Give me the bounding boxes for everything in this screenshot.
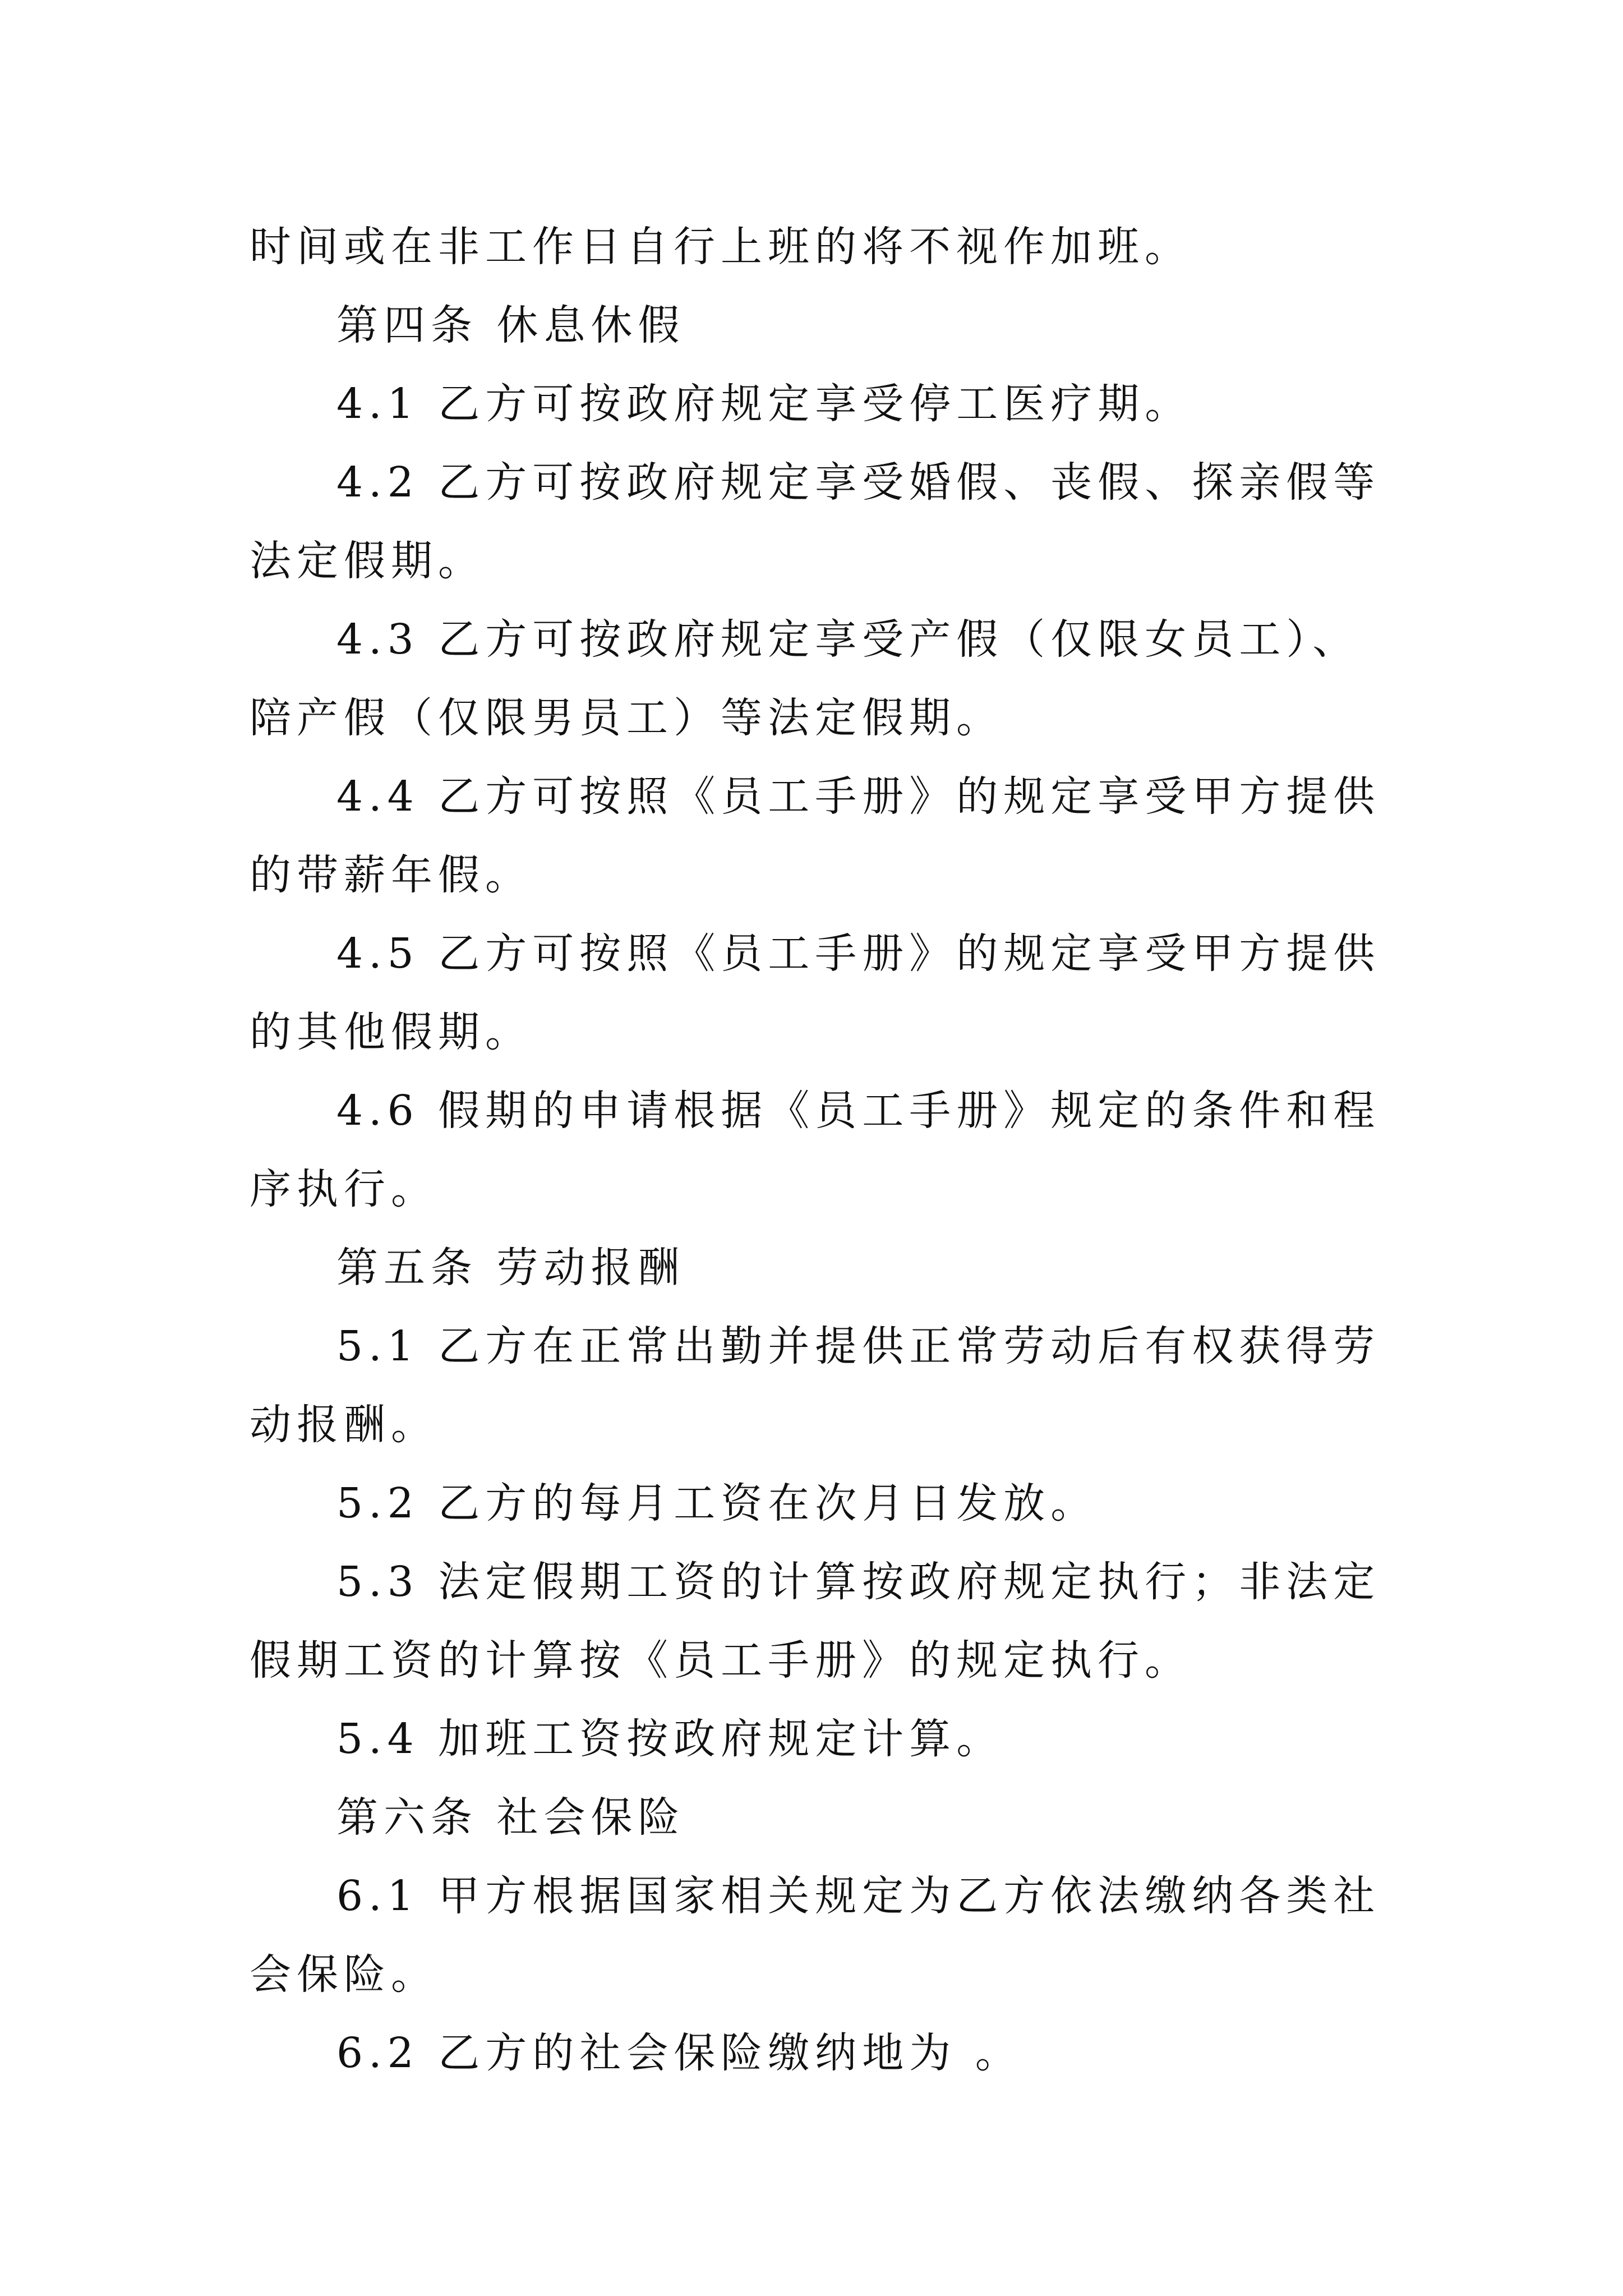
clause-4-2: 4.2 乙方可按政府规定享受婚假、丧假、探亲假等法定假期。 — [250, 458, 1381, 585]
clause-5-1: 5.1 乙方在正常出勤并提供正常劳动后有权获得劳动报酬。 — [250, 1322, 1381, 1449]
clause-5-4: 5.4 加班工资按政府规定计算。 — [336, 1715, 1004, 1763]
article-4-heading: 第四条 休息休假 — [336, 301, 685, 349]
clause-5-2: 5.2 乙方的每月工资在次月日发放。 — [336, 1479, 1098, 1527]
clause-5-3: 5.3 法定假期工资的计算按政府规定执行；非法定假期工资的计算按《员工手册》的规定执行。 — [250, 1558, 1381, 1685]
paragraph-continuation: 时间或在非工作日自行上班的将不视作加班。 — [250, 223, 1192, 271]
article-5-heading: 第五条 劳动报酬 — [336, 1244, 685, 1292]
document-body — [250, 208, 1394, 2092]
article-6-heading: 第六条 社会保险 — [336, 1793, 685, 1842]
clause-4-6: 4.6 假期的申请根据《员工手册》规定的条件和程序执行。 — [250, 1087, 1381, 1213]
clause-6-2: 6.2 乙方的社会保险缴纳地为 。 — [336, 2029, 1022, 2077]
clause-4-1: 4.1 乙方可按政府规定享受停工医疗期。 — [336, 380, 1192, 428]
clause-4-5: 4.5 乙方可按照《员工手册》的规定享受甲方提供的其他假期。 — [250, 930, 1381, 1056]
clause-6-1: 6.1 甲方根据国家相关规定为乙方依法缴纳各类社会保险。 — [250, 1872, 1381, 1999]
clause-4-4: 4.4 乙方可按照《员工手册》的规定享受甲方提供的带薪年假。 — [250, 772, 1381, 899]
clause-4-3: 4.3 乙方可按政府规定享受产假（仅限女员工）、陪产假（仅限男员工）等法定假期。 — [250, 615, 1360, 742]
